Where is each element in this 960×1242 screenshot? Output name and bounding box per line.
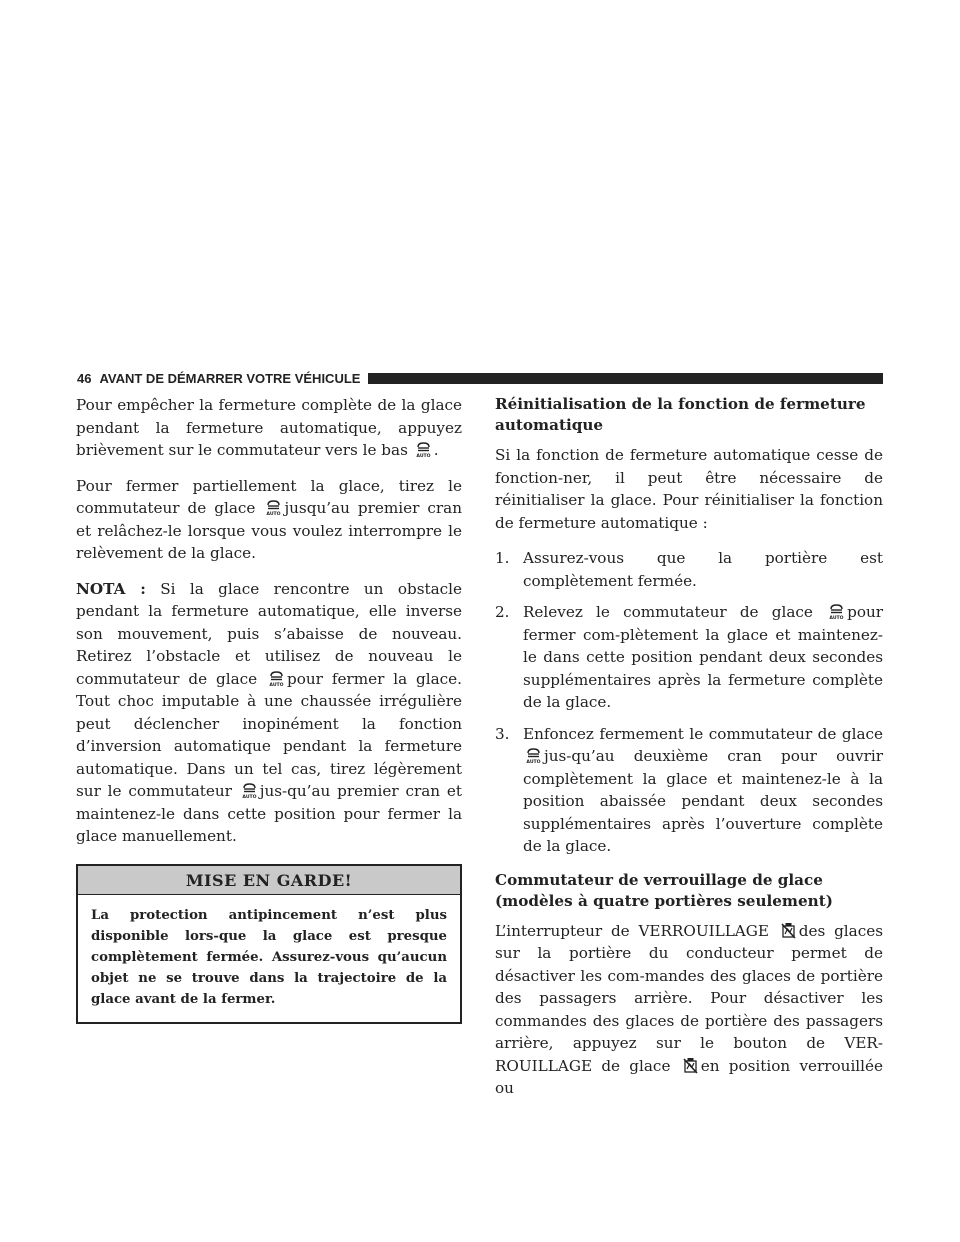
- running-header: [77, 369, 883, 387]
- window-auto-switch-icon: [266, 499, 281, 516]
- left-column: [76, 394, 462, 1024]
- heading-reset-auto-close: Réinitialisation de la fonction de fermeture automatique: [495, 395, 866, 434]
- text: jus-qu’au deuxième cran pour ouvrir complètement la glace et maintenez-le à la position abaissée pendant deux secondes supplémentaires après l’ouverture complète de la glace.: [523, 747, 883, 855]
- warning-box: [76, 864, 462, 1024]
- heading-window-lock: Commutateur de verrouillage de glace (modèles à quatre portières seulement): [495, 870, 833, 910]
- text: jusqu’au premier cran et relâchez-le lorsque vous voulez interrompre le relèvement de la glace.: [76, 499, 463, 562]
- text: Relevez le commutateur de glace: [523, 603, 813, 621]
- window-auto-switch-icon: [829, 603, 844, 620]
- list-number: 1.: [495, 549, 510, 567]
- paragraph-stop-auto-close: [76, 394, 462, 462]
- list-item: [495, 547, 883, 592]
- text: des glaces sur la portière du conducteur permet de désactiver les com-mandes des glaces de portière des passagers arrière. Pour désactiver les commandes des glaces de portière des passagers arrière, appuyez sur le bouton de VER-ROUILLAGE de glace: [495, 921, 883, 1075]
- nota-label: NOTA :: [76, 579, 146, 598]
- text: pour fermer la glace. Tout choc imputable à une chaussée irrégulière peut déclencher inopinément la fonction d’inversion automatique pendant la fermeture automatique. Dans un tel cas, tirez légèrement sur le commutateur: [76, 669, 462, 800]
- window-auto-switch-icon: [269, 670, 284, 687]
- list-number: 3.: [495, 724, 510, 743]
- reset-steps-list: [495, 547, 883, 858]
- text: Pour fermer partiellement la glace, tirez le commutateur de glace: [76, 476, 462, 517]
- text: L’interrupteur de VERROUILLAGE: [495, 921, 769, 940]
- text: pour fermer com-plètement la glace et maintenez-le dans cette position pendant deux secondes supplémentaires après la fermeture complète de la glace.: [523, 603, 884, 711]
- right-column: [495, 394, 883, 1113]
- text: Assurez-vous que la portière est complètement fermée.: [523, 549, 883, 590]
- paragraph-reset-intro: Si la fonction de fermeture automatique cesse de fonction-ner, il peut être nécessaire de réinitialiser la glace. Pour réinitialiser la fonction de fermeture automatique :: [495, 446, 883, 532]
- text: Enfoncez fermement le commutateur de glace: [523, 724, 883, 743]
- list-item: [495, 723, 883, 858]
- section-title: AVANT DE DÉMARRER VOTRE VÉHICULE: [99, 370, 361, 386]
- header-rule: [368, 373, 883, 384]
- text: Si la glace rencontre un obstacle pendant la fermeture automatique, elle inverse son mouvement, puis s’abaisse de nouveau. Retirez l’obstacle et utilisez de nouveau le commutateur de glace: [76, 579, 463, 688]
- window-auto-switch-icon: [526, 747, 541, 764]
- paragraph-window-lock: [495, 920, 883, 1100]
- text: Pour empêcher la fermeture complète de la glace pendant la fermeture automatique, appuyez brièvement sur le commutateur vers le bas: [76, 396, 462, 459]
- list-number: 2.: [495, 603, 510, 621]
- window-lock-icon: [683, 1057, 698, 1074]
- text: jus-qu’au premier cran et maintenez-le dans cette position pour fermer la glace manuellement.: [76, 782, 462, 845]
- list-item: [495, 601, 883, 714]
- paragraph-nota: [76, 578, 462, 848]
- page-number: 46: [77, 370, 92, 386]
- text: en position verrouillée ou: [495, 1056, 884, 1097]
- warning-title: MISE EN GARDE!: [78, 866, 460, 895]
- warning-body: La protection antipincement n’est plus disponible lors-que la glace est presque complètement fermée. Assurez-vous qu’aucun objet ne se trouve dans la trajectoire de la glace avant de la fermer.: [91, 907, 447, 1007]
- text: .: [433, 441, 439, 459]
- paragraph-partial-close: [76, 475, 462, 565]
- window-auto-switch-icon: [416, 441, 431, 458]
- window-lock-icon: [781, 922, 796, 939]
- window-auto-switch-icon: [242, 782, 257, 799]
